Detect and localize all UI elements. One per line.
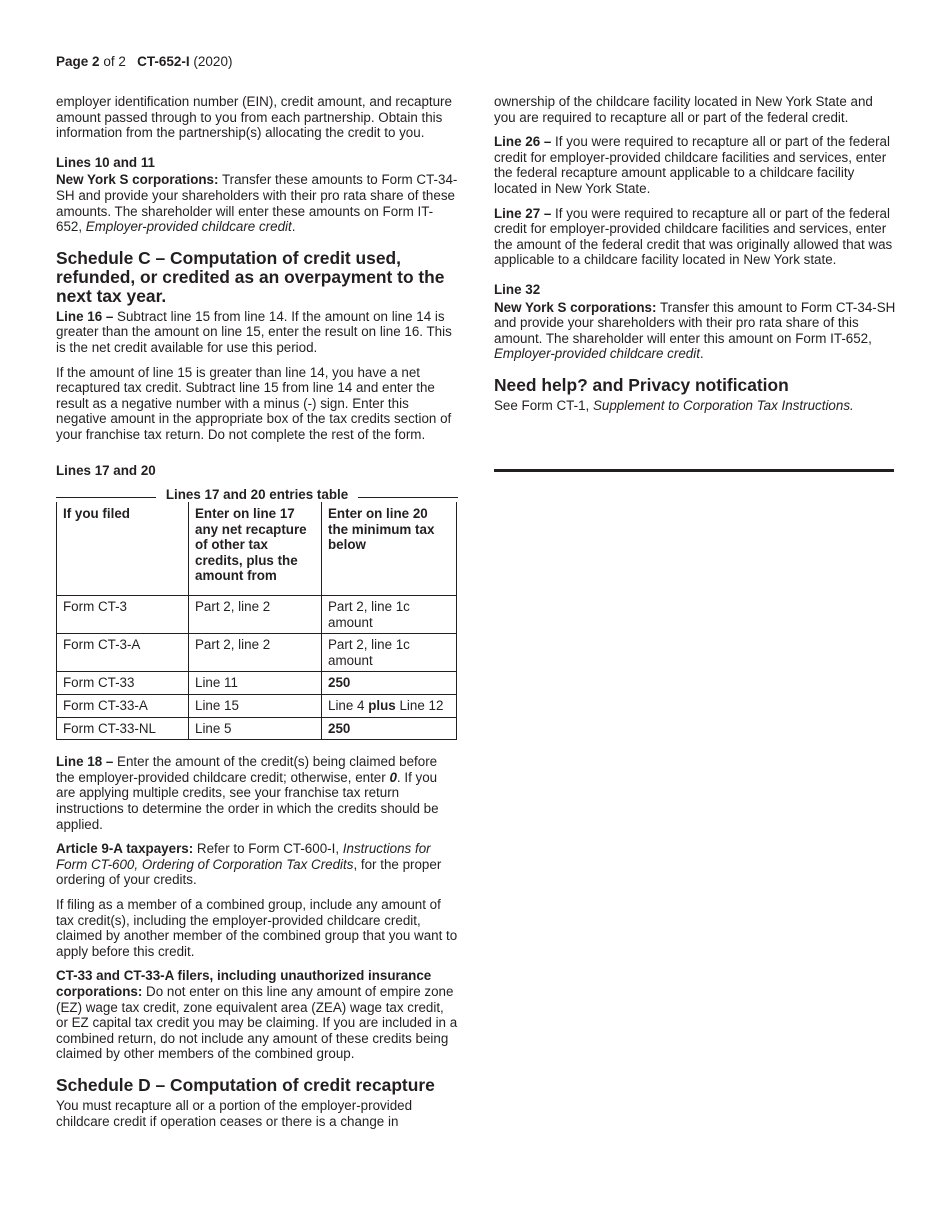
- line-32-lead: New York S corporations:: [494, 299, 657, 315]
- page-number: 2: [92, 54, 100, 69]
- line-18-end: . If you are applying multiple credits, see your franchise tax return instructions to determine the order in which the credits should be applied.: [56, 769, 439, 832]
- cell-filed: Form CT-3: [57, 596, 189, 634]
- help-heading: Need help? and Privacy notification: [494, 374, 789, 395]
- line-16-paragraph: [56, 309, 458, 356]
- combined-group-paragraph: If filing as a member of a combined group, include any amount of tax credit(s), including the employer-provided childcare credit, claimed by another member of the combined group that you want to apply before this credit.: [56, 897, 458, 959]
- continued-paragraph: ownership of the childcare facility located in New York State and you are required to recapture all or part of the federal credit.: [494, 94, 873, 125]
- table-header-row: [57, 502, 457, 596]
- form-year: (2020): [193, 54, 233, 69]
- article-9a-end: , for the proper ordering of your credits.: [56, 856, 442, 888]
- help-text: See Form CT-1,: [494, 397, 593, 413]
- line-26-text: If you were required to recapture all or part of the federal credit for employer-provided childcare facilities and services, enter the federal recapture amount applicable to a childcare facility located in New York State.: [494, 134, 890, 196]
- cell-line20: 250: [322, 717, 457, 740]
- cell-text: Line 12: [395, 698, 444, 714]
- help-italic: Supplement to Corporation Tax Instructions.: [592, 397, 854, 413]
- ct33-lead: CT-33 and CT-33-A filers, including unauthorized insurance corporations:: [56, 968, 432, 999]
- cell-line17: Line 15: [189, 695, 322, 718]
- period: .: [291, 219, 296, 235]
- right-column: [494, 94, 896, 423]
- line-27-text: If you were required to recapture all or part of the federal credit for employer-provided childcare facilities and services, enter the amount of the federal credit that was originally allowed that was applicable to a childcare facility located in New York state.: [494, 205, 893, 268]
- ny-s-corp-lead: New York S corporations:: [56, 172, 219, 188]
- left-column: [56, 94, 458, 1138]
- cell-line20: Part 2, line 1c amount: [322, 596, 457, 634]
- form-number: CT-652-I: [137, 54, 190, 69]
- cell-line17: Line 11: [189, 672, 322, 695]
- cell-line17: Line 5: [189, 717, 322, 740]
- article-9a-text: Refer to Form CT-600-I,: [193, 841, 343, 857]
- header-if-you-filed: If you filed: [57, 502, 189, 596]
- lines-10-11-paragraph: [56, 172, 458, 234]
- intro-paragraph: employer identification number (EIN), credit amount, and recapture amount passed through to you from each partnership. Obtain this information from the partnership(s) allocating the credit to you.: [56, 94, 452, 141]
- line-27-paragraph: [494, 206, 896, 268]
- line-26-lead: Line 26 –: [494, 134, 552, 150]
- end-rule: [494, 469, 894, 472]
- line-18-text: Enter the amount of the credit(s) being claimed before the employer-provided childcare credit; otherwise, enter: [56, 754, 438, 785]
- header-line-17: Enter on line 17 any net recapture of other tax credits, plus the amount from: [189, 502, 322, 596]
- lines-10-11-text: Transfer these amounts to Form CT-34-SH and provide your shareholders with their pro rata share of these amounts. The shareholder will enter these amounts on Form IT-652,: [56, 172, 458, 235]
- line-26-paragraph: [494, 134, 896, 196]
- table-row: [57, 634, 457, 672]
- cell-plus: plus: [368, 698, 396, 714]
- page-header: [56, 54, 232, 70]
- line-16-text: Subtract line 15 from line 14. If the amount on line 14 is greater than the amount on line 15, enter the result on line 16. This is the net credit available for use this period.: [56, 308, 452, 355]
- line-32-text: Transfer this amount to Form CT-34-SH and provide your shareholders with their pro rata share of this amount. The shareholder will enter this amount on Form IT-652,: [494, 299, 896, 346]
- page-label: Page: [56, 54, 89, 69]
- cell-line17: Part 2, line 2: [189, 596, 322, 634]
- line-18-lead: Line 18 –: [56, 754, 114, 770]
- schedule-c-heading: Schedule C – Computation of credit used, refunded, or credited as an overpayment to the next tax year.: [56, 247, 445, 306]
- header-line-20: Enter on line 20 the minimum tax below: [322, 502, 457, 596]
- line-32-paragraph: [494, 300, 896, 362]
- cell-line20: 250: [322, 672, 457, 695]
- cell-text: Line 4: [328, 698, 369, 714]
- article-9a-italic: Instructions for Form CT-600, Ordering of Corporation Tax Credits: [56, 841, 431, 872]
- cell-filed: Form CT-33-A: [57, 695, 189, 718]
- line-27-lead: Line 27 –: [494, 205, 552, 221]
- cell-line17: Part 2, line 2: [189, 634, 322, 672]
- line-18-paragraph: [56, 754, 458, 832]
- table-row: [57, 695, 457, 718]
- table-row: [57, 672, 457, 695]
- table-row: [57, 717, 457, 740]
- lines-17-20-table: [56, 502, 457, 740]
- schedule-d-paragraph: You must recapture all or a portion of the employer-provided childcare credit if operation ceases or there is a change in: [56, 1097, 413, 1129]
- table-row: [57, 596, 457, 634]
- cell-line20: [322, 695, 457, 718]
- cell-filed: Form CT-33: [57, 672, 189, 695]
- line-32-heading: Line 32: [494, 281, 541, 297]
- line-16-lead: Line 16 –: [56, 308, 114, 324]
- article-9a-paragraph: [56, 841, 458, 888]
- cell-line20: Part 2, line 1c amount: [322, 634, 457, 672]
- line-18-zero: 0: [389, 769, 397, 785]
- ct33-paragraph: [56, 968, 458, 1062]
- line-32-end: .: [699, 346, 704, 362]
- cell-filed: Form CT-33-NL: [57, 717, 189, 740]
- article-9a-lead: Article 9-A taxpayers:: [56, 841, 194, 857]
- lines-17-20-heading: Lines 17 and 20: [56, 462, 156, 478]
- ct33-text: Do not enter on this line any amount of empire zone (EZ) wage tax credit, zone equivalent area (ZEA) wage tax credit, or EZ capital tax credit you may be claiming. If you are included in a combined return, do not include any amount of these credits being claimed by other members of the combined group.: [56, 983, 458, 1062]
- lines-10-11-heading: Lines 10 and 11: [56, 154, 155, 170]
- page-of: of 2: [103, 54, 126, 69]
- table-caption: [56, 487, 458, 502]
- table-caption-text: Lines 17 and 20 entries table: [156, 487, 358, 502]
- line-16-paragraph-2: If the amount of line 15 is greater than line 14, you have a net recaptured tax credit. Subtract line 15 from line 14 and enter the result as a negative number with a minus (-) sign. Enter this negative amount in the appropriate box of the tax credits section of your franchise tax return. Do not complete the rest of the form.: [56, 364, 452, 442]
- schedule-d-heading: Schedule D – Computation of credit recapture: [56, 1074, 435, 1095]
- help-paragraph: [494, 398, 896, 414]
- form-title-italic: Employer-provided childcare credit: [85, 219, 292, 235]
- cell-filed: Form CT-3-A: [57, 634, 189, 672]
- line-32-italic: Employer-provided childcare credit: [494, 346, 700, 362]
